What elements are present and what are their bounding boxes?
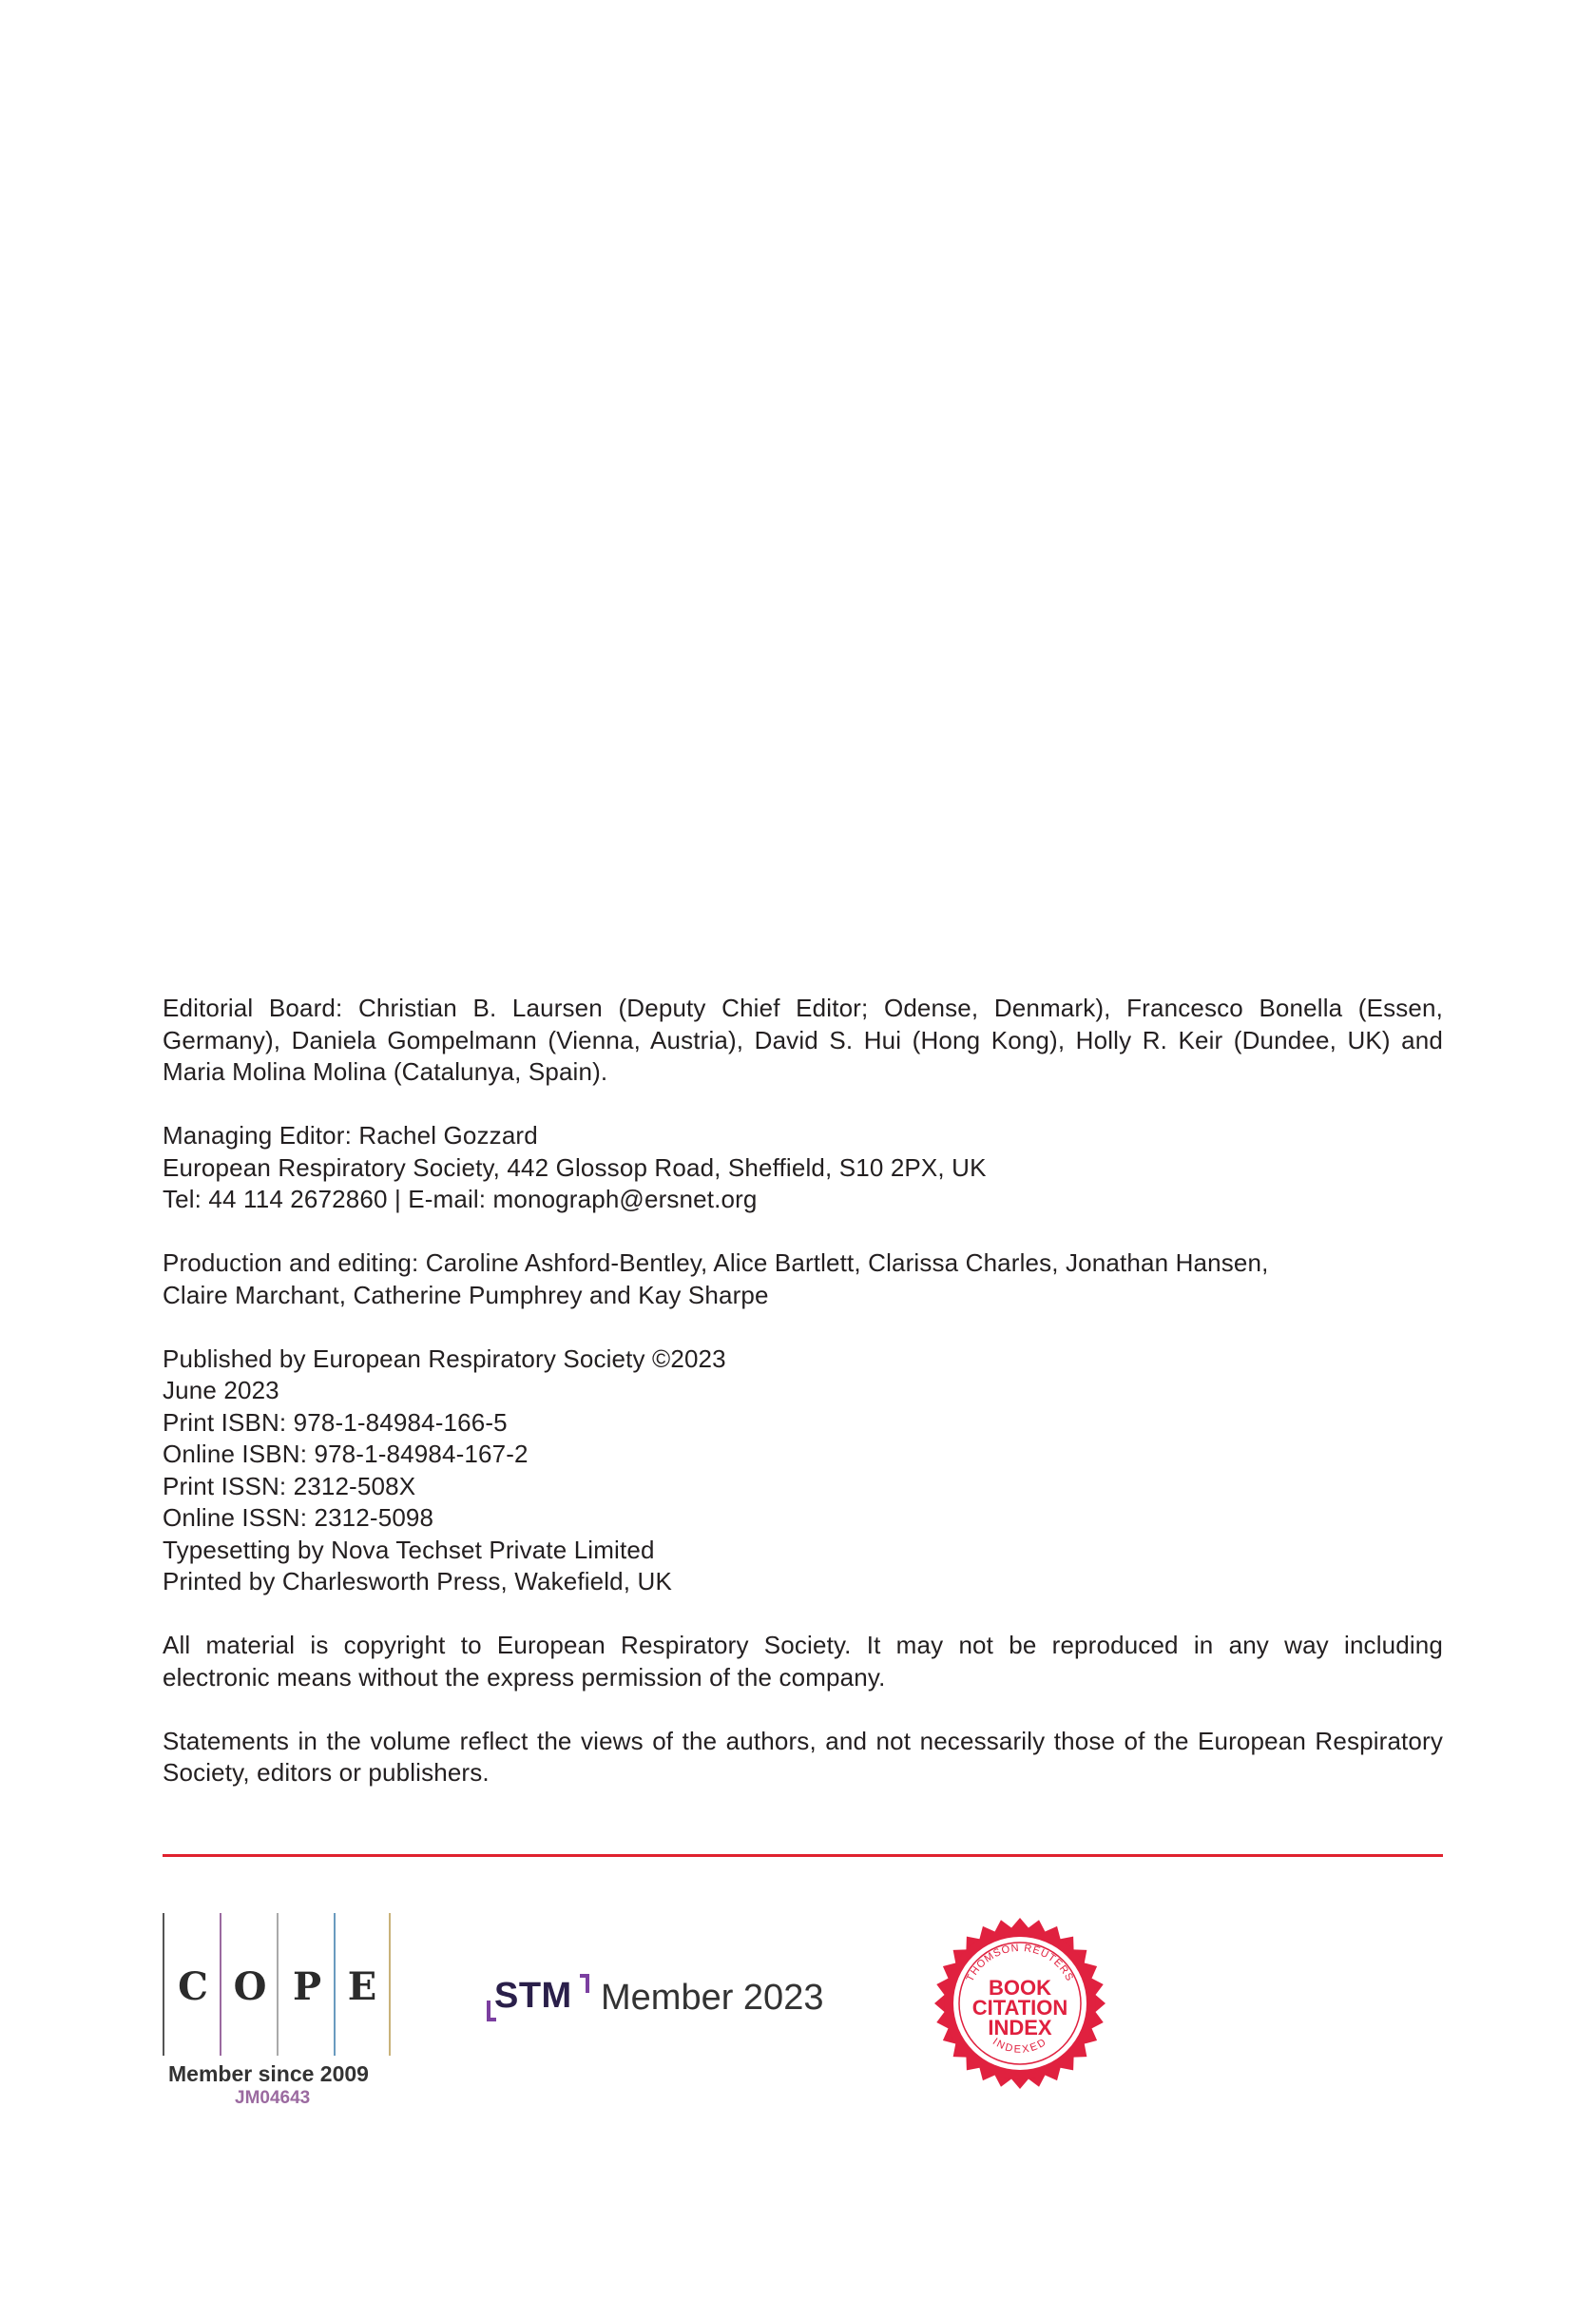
publication-details-paragraph: [163, 1344, 1443, 1598]
published-line-4: Online ISBN: 978-1-84984-167-2: [163, 1440, 529, 1468]
cope-logo: [163, 1913, 400, 2113]
badge-line-citation: CITATION: [971, 1996, 1068, 2020]
statements-line-1: Statements in the volume reflect the views of the authors, and not necessarily those of the European Respiratory: [163, 1726, 1443, 1755]
cope-bar-3: [277, 1913, 279, 2056]
stm-member-text: Member 2023: [601, 1978, 824, 2018]
cope-bar-2: [220, 1913, 221, 2056]
cope-member-id: JM04643: [235, 2088, 311, 2108]
imprint-text: [163, 993, 1443, 1821]
badge-line-book: BOOK: [989, 1976, 1051, 2000]
cope-letter-c: C: [178, 1964, 208, 2009]
cope-letter-o: O: [233, 1964, 267, 2009]
editorial-line-2: Germany), Daniela Gompelmann (Vienna, Austria), David S. Hui (Hong Kong), Holly R. Keir (Dundee, UK) and: [163, 1025, 1443, 1054]
stm-logo: [487, 1972, 848, 2029]
cope-letter-p: P: [292, 1964, 322, 2009]
managing-line-2: European Respiratory Society, 442 Glossop Road, Sheffield, S10 2PX, UK: [163, 1152, 987, 1182]
badge-line-index: INDEX: [988, 2016, 1052, 2040]
published-line-2: June 2023: [163, 1376, 279, 1404]
editorial-board-paragraph: [163, 993, 1443, 1089]
production-line-1: Production and editing: Caroline Ashford-Bentley, Alice Bartlett, Clarissa Charles, Jonathan Hansen,: [163, 1248, 1269, 1277]
stm-mark: STM: [494, 1976, 572, 2016]
cope-member-since: Member since 2009: [168, 2061, 369, 2086]
divider-rule: [163, 1854, 1443, 1857]
published-line-5: Print ISSN: 2312-508X: [163, 1471, 416, 1500]
statements-paragraph: [163, 1726, 1443, 1789]
production-paragraph: [163, 1247, 1443, 1311]
copyright-line-1: All material is copyright to European Respiratory Society. It may not be reproduced in any way including: [163, 1631, 1443, 1659]
statements-line-2: Society, editors or publishers.: [163, 1758, 490, 1787]
published-line-8: Printed by Charlesworth Press, Wakefield, UK: [163, 1567, 672, 1595]
published-line-7: Typesetting by Nova Techset Private Limited: [163, 1535, 655, 1564]
badge-top-arc-text: THOMSON REUTERS: [964, 1942, 1076, 1984]
cope-bar-4: [334, 1913, 336, 2056]
published-line-6: Online ISSN: 2312-5098: [163, 1503, 434, 1532]
stm-bracket-right: [580, 1974, 589, 1993]
managing-editor-paragraph: [163, 1120, 1443, 1216]
managing-line-3: Tel: 44 114 2672860 | E-mail: monograph@ersnet.org: [163, 1185, 758, 1213]
cope-bar-5: [389, 1913, 391, 2056]
production-line-2: Claire Marchant, Catherine Pumphrey and Kay Sharpe: [163, 1280, 769, 1309]
badge-bottom-arc-text: INDEXED: [990, 2036, 1050, 2056]
badge-seal-icon: [930, 1913, 1110, 2094]
published-line-1: Published by European Respiratory Society ©2023: [163, 1344, 726, 1373]
published-line-3: Print ISBN: 978-1-84984-166-5: [163, 1407, 508, 1437]
editorial-line-3: Maria Molina Molina (Catalunya, Spain).: [163, 1057, 608, 1086]
book-citation-index-badge: [930, 1913, 1110, 2094]
editorial-line-1: Editorial Board: Christian B. Laursen (Deputy Chief Editor; Odense, Denmark), Francesco Bonella (Essen,: [163, 994, 1443, 1022]
cope-bar-1: [163, 1913, 164, 2056]
cope-letter-e: E: [347, 1964, 377, 2009]
managing-line-1: Managing Editor: Rachel Gozzard: [163, 1121, 538, 1150]
copyright-paragraph: [163, 1630, 1443, 1693]
copyright-line-2: electronic means without the express permission of the company.: [163, 1662, 886, 1692]
